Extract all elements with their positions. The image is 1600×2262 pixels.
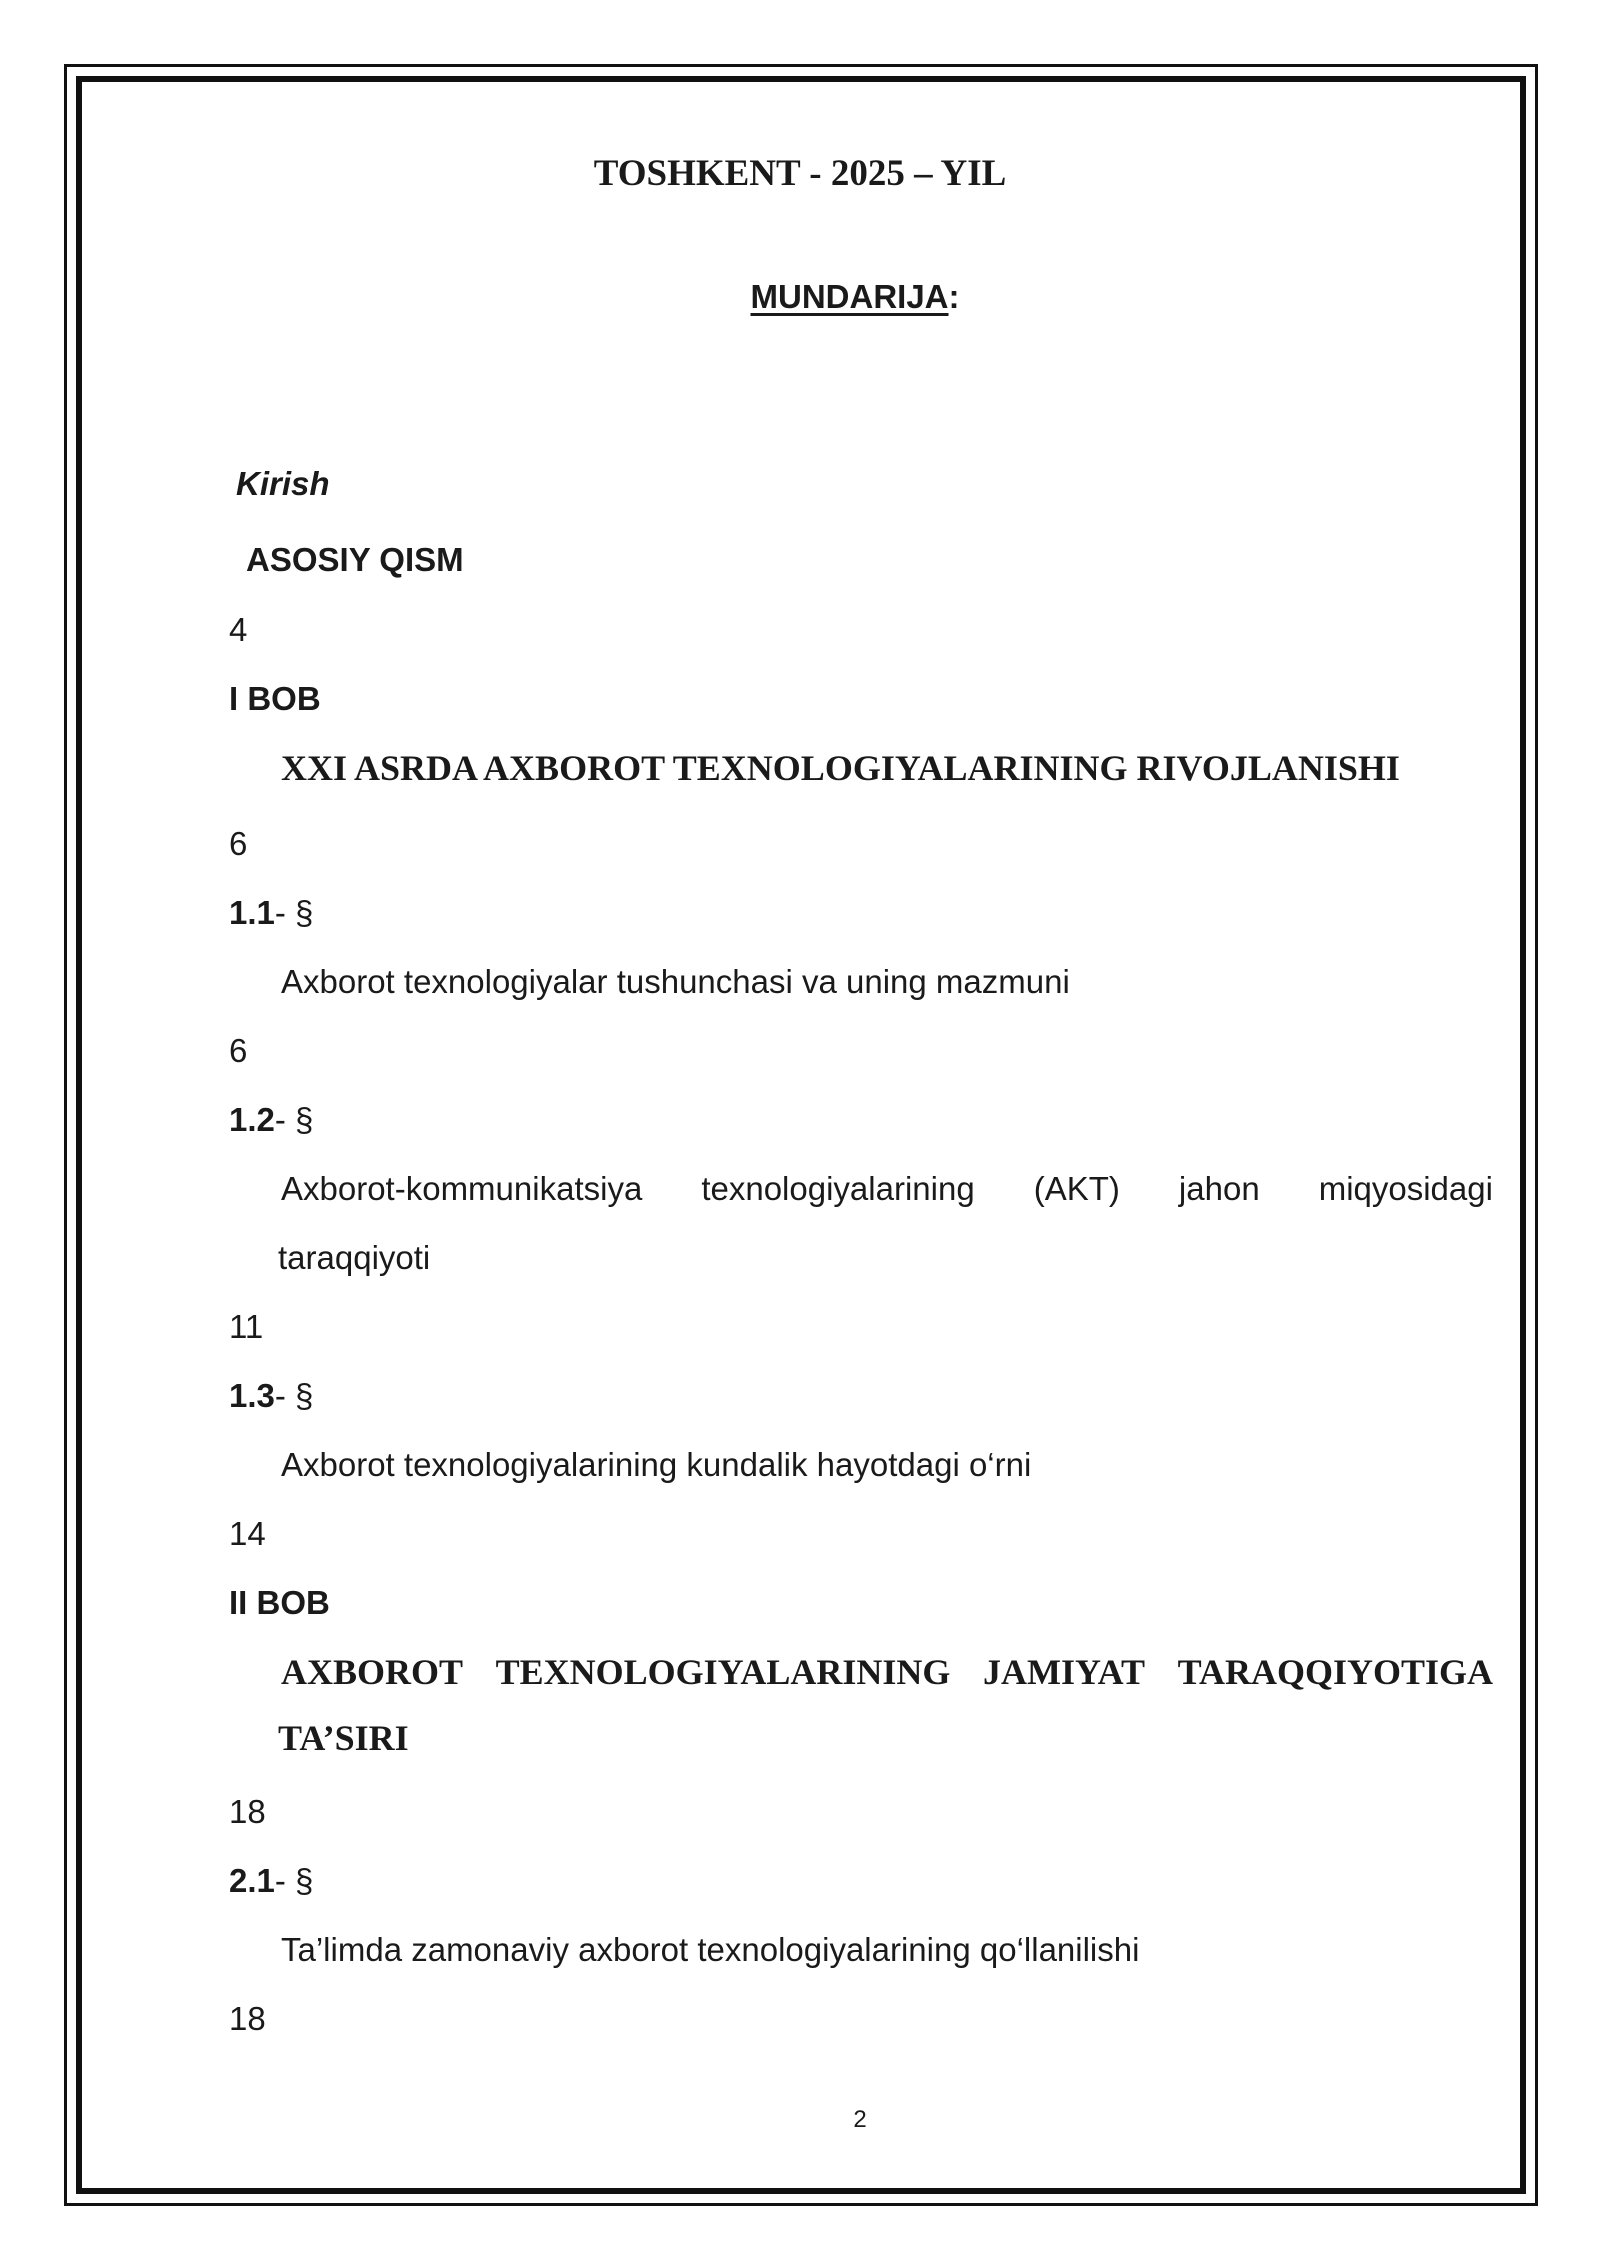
toc-title-text: MUNDARIJA	[750, 278, 949, 315]
section-sign: - §	[274, 894, 314, 931]
section-sign: - §	[274, 1101, 314, 1138]
toc-page-number: 4	[229, 611, 248, 648]
toc-section-number	[229, 894, 313, 932]
toc-entry-kirish: Kirish	[236, 465, 330, 502]
section-sign: - §	[274, 1862, 314, 1899]
toc-chapter-label: II BOB	[229, 1584, 330, 1621]
toc-section-title	[281, 1170, 1493, 1208]
title-word: jahon	[1178, 1170, 1260, 1207]
toc-section-title-cont: taraqqiyoti	[278, 1239, 431, 1276]
toc-section-number	[229, 1101, 313, 1139]
title-word: JAMIYAT	[982, 1652, 1146, 1692]
city-year-header: TOSHKENT - 2025 – YIL	[593, 153, 1007, 194]
title-word: AXBOROT	[281, 1652, 464, 1692]
toc-title-colon: :	[948, 278, 960, 315]
toc-chapter-title	[281, 1651, 1493, 1693]
toc-entry-asosiy-qism: ASOSIY QISM	[246, 541, 464, 578]
toc-section-number	[229, 1377, 313, 1415]
section-num: 1.2	[229, 1101, 275, 1138]
toc-chapter-title: XXI ASRDA AXBOROT TEXNOLOGIYALARINING RIVOJLANISHI	[281, 748, 1400, 788]
toc-chapter-title-cont: TA’SIRI	[278, 1718, 409, 1758]
toc-page-number: 6	[229, 1032, 248, 1069]
toc-page-number: 6	[229, 825, 248, 862]
toc-page-number: 18	[229, 1793, 266, 1830]
section-sign: - §	[274, 1377, 314, 1414]
toc-title	[0, 278, 1600, 316]
title-word: TEXNOLOGIYALARINING	[495, 1652, 951, 1692]
title-word: (AKT)	[1033, 1170, 1120, 1207]
toc-section-title: Axborot texnologiyalar tushunchasi va uning mazmuni	[281, 963, 1070, 1000]
toc-chapter-label: I BOB	[229, 680, 321, 717]
toc-page-number: 18	[229, 2000, 266, 2037]
title-word: Axborot-kommunikatsiya	[281, 1170, 643, 1207]
toc-section-title: Ta’limda zamonaviy axborot texnologiyalarining qo‘llanilishi	[281, 1931, 1140, 1968]
section-num: 2.1	[229, 1862, 275, 1899]
toc-section-number	[229, 1862, 313, 1900]
toc-section-title: Axborot texnologiyalarining kundalik hayotdagi o‘rni	[281, 1446, 1032, 1483]
title-word: miqyosidagi	[1318, 1170, 1493, 1207]
section-num: 1.1	[229, 894, 275, 931]
section-num: 1.3	[229, 1377, 275, 1414]
title-word: texnologiyalarining	[701, 1170, 975, 1207]
toc-page-number: 14	[229, 1515, 266, 1552]
page-number: 2	[853, 2106, 867, 2133]
toc-page-number: 11	[229, 1308, 264, 1345]
title-word: TARAQQIYOTIGA	[1177, 1652, 1493, 1692]
